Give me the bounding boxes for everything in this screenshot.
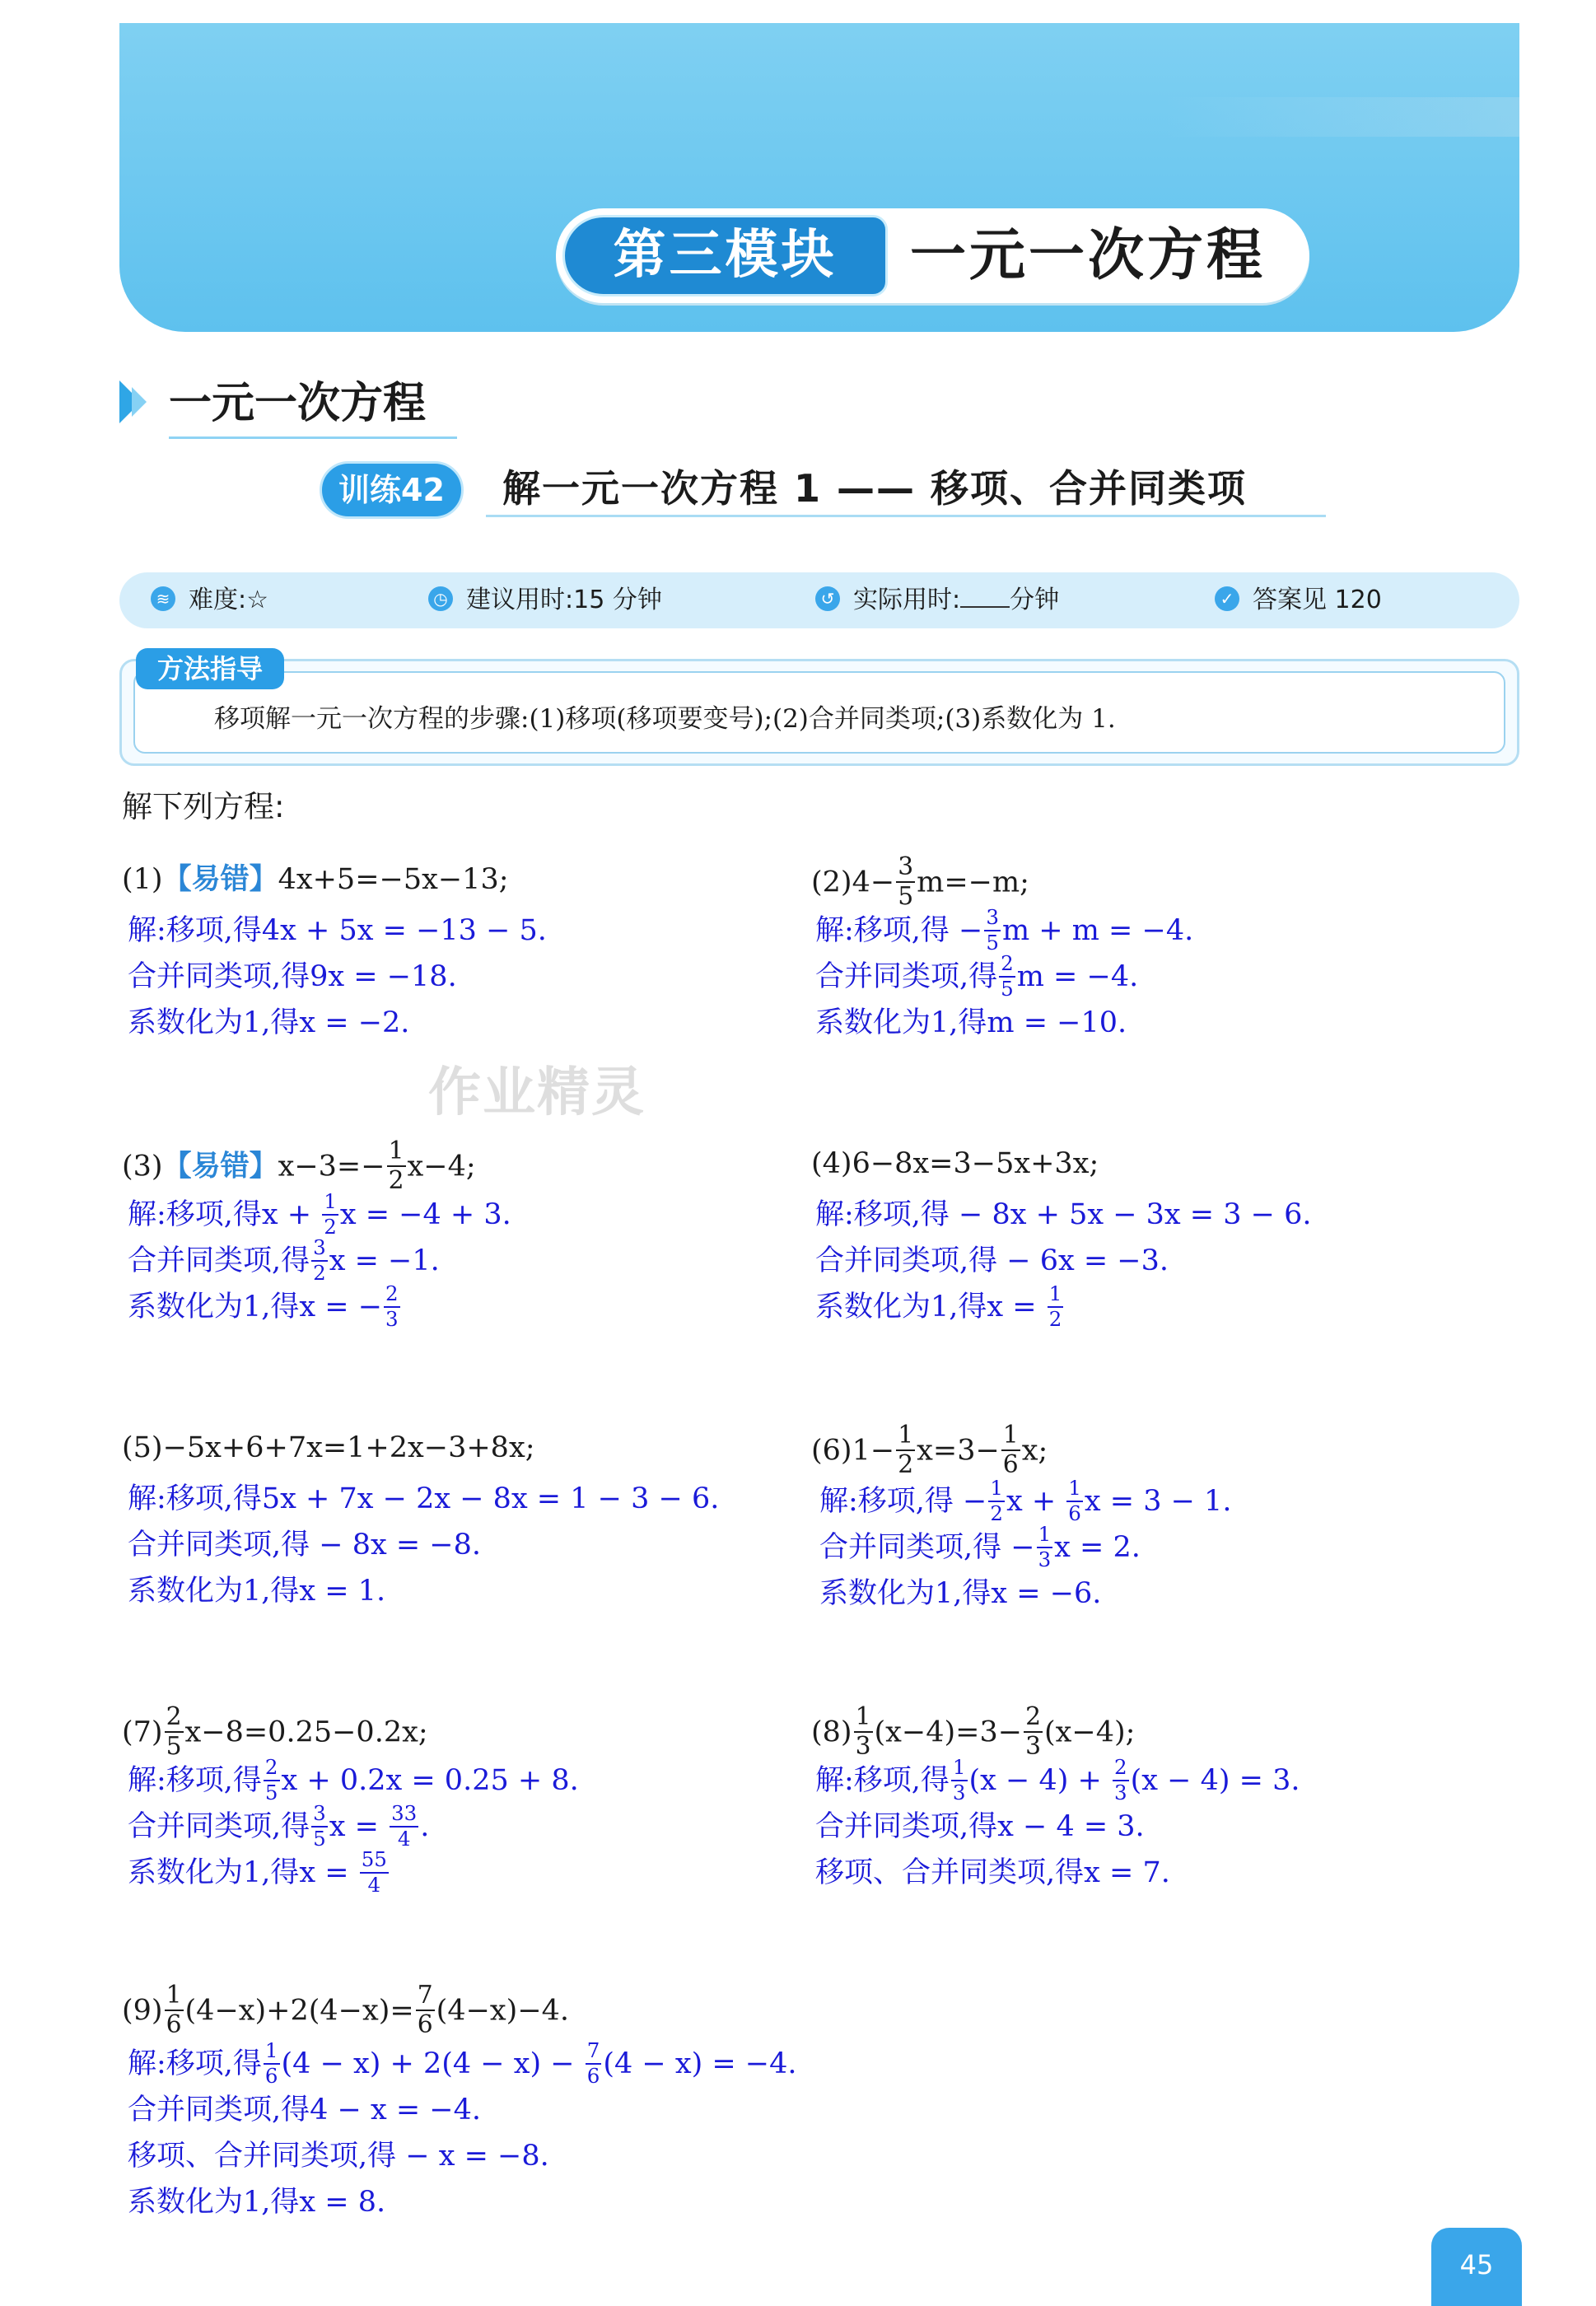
easy-mistake-tag: 【易错】 xyxy=(162,863,278,896)
banner-stripe xyxy=(1165,97,1519,137)
solution-4: 解:移项,得 − 8x + 5x − 3x = 3 − 6. 合并同类项,得 − 6x = −3. 系数化为1,得x = $\frac{1}{2}$ xyxy=(815,1198,1312,1331)
problem-1: (1)【易错】4x+5=−5x−13; xyxy=(122,863,509,896)
wifi-icon: ≋ xyxy=(151,586,175,611)
method-tag: 方法指导 xyxy=(136,648,284,689)
difficulty-text: 难度:☆ xyxy=(189,586,269,614)
actual-time-blank[interactable] xyxy=(960,581,1010,608)
difficulty-item xyxy=(151,572,268,628)
section-arrow-inner-icon xyxy=(132,387,147,417)
problem-5: (5)−5x+6+7x=1+2x−3+8x; xyxy=(122,1431,535,1464)
section-title: 一元一次方程 xyxy=(169,379,427,428)
solution-7: 解:移项,得 $\frac{2}{5}$ x + 0.2x = 0.25 + 8. 合并同类项,得 $\frac{3}{5}$ x = $\frac{33}{4}$ . 系数化为1,得x = $\frac{55}{4}$ xyxy=(128,1755,579,1897)
module-tag: 第三模块 xyxy=(562,215,888,296)
module-title: 一元一次方程 xyxy=(910,223,1267,288)
section-underline xyxy=(169,436,457,439)
module-pill xyxy=(556,208,1309,303)
solution-9: 解:移项,得 $\frac{1}{6}$ (4 − x) + 2(4 − x) − $\frac{7}{6}$ (4 − x) = −4. 合并同类项,得4 − x = −4. 移项、合并同类项,得 − x = −8. 系数化为1,得x = 8. xyxy=(128,2038,797,2219)
method-text: 移项解一元一次方程的步骤:(1)移项(移项要变号);(2)合并同类项;(3)系数化为 1. xyxy=(214,704,1116,734)
exercise-intro: 解下列方程: xyxy=(122,789,285,824)
solution-1: 解:移项,得4x + 5x = −13 − 5. 合并同类项,得9x = −18. 系数化为1,得x = −2. xyxy=(128,914,547,1039)
problem-6: (6)1− $\frac{1}{2}$ x=3− $\frac{1}{6}$ x; xyxy=(811,1421,1048,1479)
actual-time-unit: 分钟 xyxy=(1010,586,1060,614)
problem-8: (8) $\frac{1}{3}$ (x−4)=3− $\frac{2}{3}$ (x−4); xyxy=(811,1702,1136,1761)
actual-time-item xyxy=(815,572,1059,628)
solution-6: 解:移项,得 − $\frac{1}{2}$ x + $\frac{1}{6}$ x = 3 − 1. 合并同类项,得 − $\frac{1}{3}$ x = 2. 系数化为1,得x = −6. xyxy=(819,1476,1232,1610)
watermark: 作业精灵 xyxy=(428,1062,646,1123)
problem-4: (4)6−8x=3−5x+3x; xyxy=(811,1147,1099,1180)
module-banner xyxy=(119,23,1519,332)
alarm-clock-icon: ◷ xyxy=(428,586,453,611)
training-tag: 训练42 xyxy=(320,461,464,519)
check-icon: ✓ xyxy=(1215,586,1239,611)
training-title: 解一元一次方程 1 —— 移项、合并同类项 xyxy=(502,466,1248,511)
problem-3: (3)【易错】x−3=− $\frac{1}{2}$ x−4; xyxy=(122,1137,476,1195)
page-number: 45 xyxy=(1431,2228,1522,2306)
suggested-time-text: 建议用时:15 分钟 xyxy=(466,586,662,614)
easy-mistake-tag: 【易错】 xyxy=(162,1150,278,1183)
problem-9: (9) $\frac{1}{6}$ (4−x)+2(4−x)= $\frac{7}{6}$ (4−x)−4. xyxy=(122,1981,570,2039)
info-bar xyxy=(119,572,1519,628)
actual-time-label: 实际用时: xyxy=(853,586,961,614)
solution-3: 解:移项,得x + $\frac{1}{2}$ x = −4 + 3. 合并同类项,得 $\frac{3}{2}$ x = −1. 系数化为1,得x = − $\frac{2}{3}$ xyxy=(128,1189,511,1331)
answer-ref-text: 答案见 120 xyxy=(1253,586,1382,614)
solution-2: 解:移项,得 − $\frac{3}{5}$ m + m = −4. 合并同类项,得 $\frac{2}{5}$ m = −4. 系数化为1,得m = −10. xyxy=(815,905,1194,1039)
training-underline xyxy=(486,515,1326,517)
suggested-time-item xyxy=(428,572,662,628)
solution-8: 解:移项,得 $\frac{1}{3}$ (x − 4) + $\frac{2}{3}$ (x − 4) = 3. 合并同类项,得x − 4 = 3. 移项、合并同类项,得x = 7. xyxy=(815,1755,1300,1889)
timer-icon: ↺ xyxy=(815,586,840,611)
solution-5: 解:移项,得5x + 7x − 2x − 8x = 1 − 3 − 6. 合并同类项,得 − 8x = −8. 系数化为1,得x = 1. xyxy=(128,1482,720,1608)
answer-ref-item xyxy=(1215,572,1382,628)
problem-7: (7) $\frac{2}{5}$ x−8=0.25−0.2x; xyxy=(122,1702,428,1761)
problem-2: (2)4− $\frac{3}{5}$ m=−m; xyxy=(811,852,1029,911)
